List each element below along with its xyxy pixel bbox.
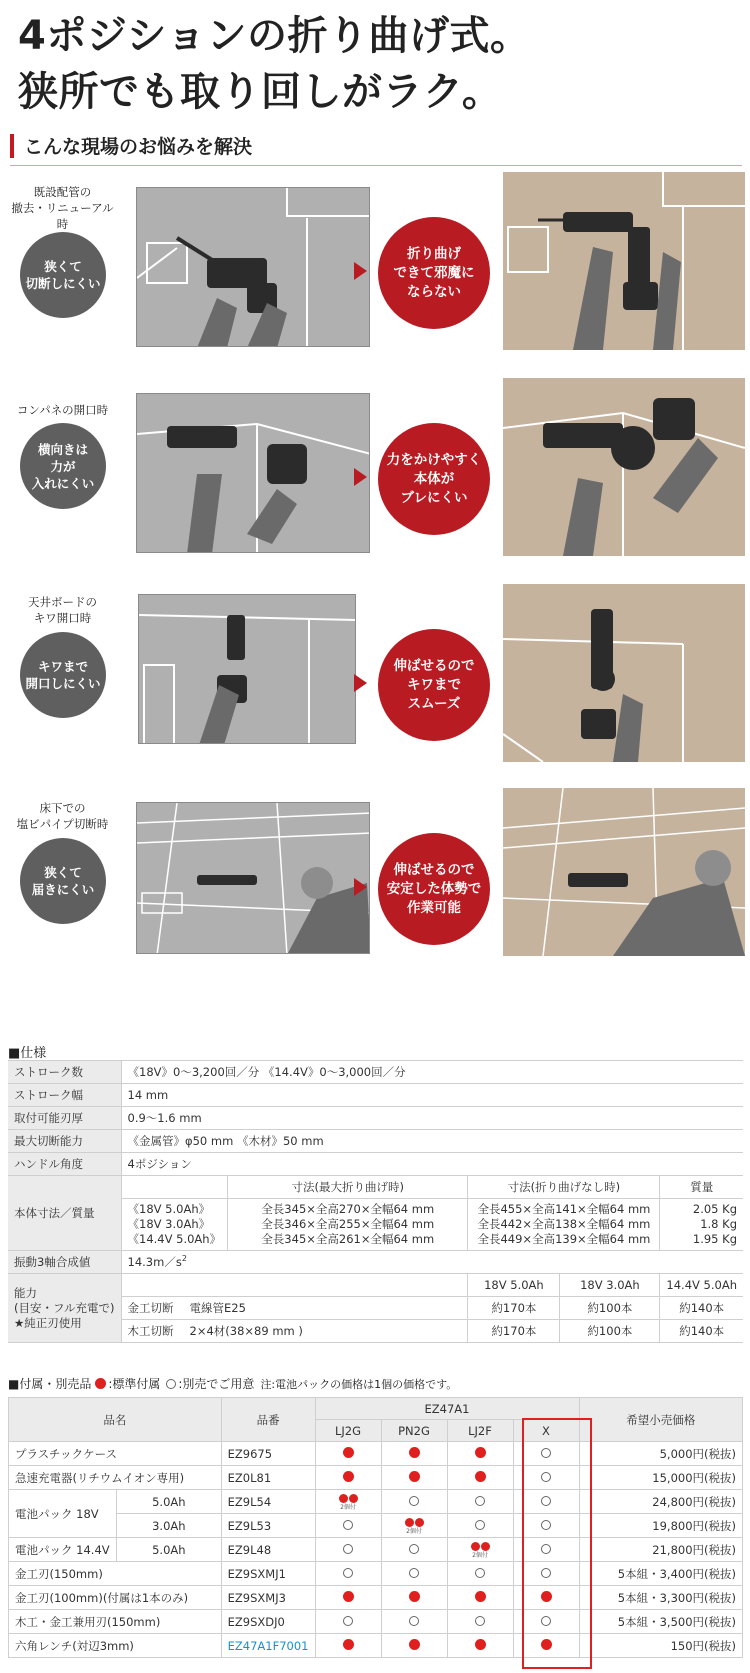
spec-key: 本体寸法／質量 [8,1176,121,1251]
col-price: 希望小売価格 [579,1398,743,1442]
spec-row [8,1251,743,1274]
table-row [9,1562,743,1586]
item-code: EZ0L81 [221,1466,315,1490]
two-included-icon: 2個付 [405,1518,424,1536]
col-mass: 質量 [660,1176,743,1199]
col-code: 品番 [221,1398,315,1442]
table-row [9,1466,743,1490]
arrow-right-icon [354,262,367,280]
standard-dot-icon [409,1639,420,1650]
availability-cell [381,1514,447,1538]
arrow-right-icon [354,468,367,486]
before-illustration [136,393,370,553]
mass-list: 2.05 Kg 1.8 Kg 1.95 Kg [660,1199,743,1251]
case-label: 既設配管の 撤去・リニューアル時 [11,185,114,231]
standard-dot-icon [343,1447,354,1458]
item-price: 5,000円(税抜) [579,1442,743,1466]
availability-cell [447,1442,513,1466]
optional-ring-icon [166,1379,176,1389]
item-code-link[interactable]: EZ47A1F7001 [221,1634,315,1658]
item-sub: 5.0Ah [117,1538,222,1562]
solution-bubble: 伸ばせるので キワまで スムーズ [378,629,490,741]
problem-bubble: 狭くて 届きにくい [20,838,106,924]
capacity-value: 約100本 [560,1297,660,1320]
availability-cell [447,1586,513,1610]
availability-cell [447,1514,513,1538]
case-2 [0,378,750,556]
col-straight: 寸法(折り曲げなし時) [468,1176,660,1199]
variant-col: PN2G [381,1420,447,1442]
availability-cell [381,1442,447,1466]
item-code: EZ9L54 [221,1490,315,1514]
availability-cell [447,1466,513,1490]
spec-key: ストローク幅 [8,1084,121,1107]
case-label: 床下での 塩ビパイプ切断時 [16,801,109,831]
before-illustration [136,187,370,347]
variant-col: LJ2F [447,1420,513,1442]
capacity-value: 約170本 [468,1297,560,1320]
optional-ring-icon [475,1520,485,1530]
spec-capacity-header-row [8,1274,743,1297]
optional-ring-icon [475,1496,485,1506]
item-price: 19,800円(税抜) [579,1514,743,1538]
spec-value: 0.9～1.6 mm [121,1107,743,1130]
availability-cell [381,1538,447,1562]
table-row [9,1610,743,1634]
headline [18,8,531,120]
availability-cell [315,1490,381,1514]
availability-cell [513,1538,579,1562]
item-name: 電池パック 18V [9,1490,117,1538]
item-name: 急速充電器(リチウムイオン専用) [9,1466,222,1490]
accessories-heading: ■付属・別売品 :標準付属 :別売でご用意 注:電池パックの価格は1個の価格です。 [8,1377,458,1391]
table-row [9,1442,743,1466]
spec-value: 《18V》0～3,200回／分 《14.4V》0～3,000回／分 [121,1061,743,1084]
spec-value: 4ポジション [121,1153,743,1176]
model-list: 《18V 5.0Ah》 《18V 3.0Ah》 《14.4V 5.0Ah》 [121,1199,228,1251]
spec-key: 最大切断能力 [8,1130,121,1153]
optional-ring-icon [409,1544,419,1554]
availability-cell [447,1610,513,1634]
case-1 [0,172,750,350]
accessories-table [8,1397,743,1658]
standard-dot-icon [95,1378,106,1389]
spec-key: 取付可能刃厚 [8,1107,121,1130]
capacity-item: 木工切断 2×4材(38×89 mm ) [121,1320,468,1343]
optional-ring-icon [409,1568,419,1578]
optional-ring-icon [475,1568,485,1578]
table-row [9,1634,743,1658]
optional-ring-icon [541,1448,551,1458]
item-price: 5本組・3,500円(税抜) [579,1610,743,1634]
availability-cell [381,1610,447,1634]
item-price: 150円(税抜) [579,1634,743,1658]
case-label: 天井ボードの キワ開口時 [28,595,97,625]
optional-ring-icon [343,1616,353,1626]
spec-key: ストローク数 [8,1061,121,1084]
optional-ring-icon [343,1544,353,1554]
availability-cell [381,1562,447,1586]
optional-ring-icon [541,1544,551,1554]
availability-cell [513,1634,579,1658]
optional-ring-icon [541,1616,551,1626]
spec-row [8,1130,743,1153]
optional-ring-icon [343,1568,353,1578]
capacity-item: 金工切断 電線管E25 [121,1297,468,1320]
acc-header-row [9,1398,743,1420]
availability-cell [315,1634,381,1658]
item-price: 5本組・3,300円(税抜) [579,1586,743,1610]
optional-ring-icon [409,1616,419,1626]
item-name: 電池パック 14.4V [9,1538,117,1562]
standard-dot-icon [475,1639,486,1650]
section-title [10,130,742,166]
availability-cell [513,1442,579,1466]
problem-bubble: キワまで 開口しにくい [20,632,106,718]
item-price: 15,000円(税抜) [579,1466,743,1490]
section-title-bar [10,134,14,158]
availability-cell [447,1634,513,1658]
item-name: 金工刃(150mm) [9,1562,222,1586]
spec-heading: ■仕様 [8,1046,47,1061]
item-name: 木工・金工兼用刃(150mm) [9,1610,222,1634]
item-code: EZ9L48 [221,1538,315,1562]
capacity-value: 約100本 [560,1320,660,1343]
item-code: EZ9SXDJ0 [221,1610,315,1634]
spec-row [8,1061,743,1084]
standard-dot-icon [409,1447,420,1458]
availability-cell [315,1442,381,1466]
capacity-col: 18V 5.0Ah [468,1274,560,1297]
availability-cell [315,1466,381,1490]
headline-line1: 4ポジションの折り曲げ式。 [18,13,531,59]
case-3 [0,584,750,762]
capacity-value: 約170本 [468,1320,560,1343]
availability-cell [315,1538,381,1562]
availability-cell [513,1562,579,1586]
table-row [9,1514,743,1538]
arrow-right-icon [354,674,367,692]
after-illustration [503,172,745,350]
optional-ring-icon [541,1472,551,1482]
before-illustration [136,802,370,954]
arrow-right-icon [354,878,367,896]
availability-cell [381,1586,447,1610]
folded-list: 全長345×全高270×全幅64 mm 全長346×全高255×全幅64 mm 全長345×全高261×全幅64 mm [228,1199,468,1251]
availability-cell [315,1610,381,1634]
problem-bubble: 横向きは 力が 入れにくい [20,423,106,509]
standard-dot-icon [343,1471,354,1482]
standard-dot-icon [475,1447,486,1458]
availability-cell [513,1610,579,1634]
item-name: 金工刃(100mm)(付属は1本のみ) [9,1586,222,1610]
variant-col: X [513,1420,579,1442]
solution-bubble: 力をかけやすく 本体が ブレにくい [378,423,490,535]
spec-row [8,1084,743,1107]
headline-line2: 狭所でも取り回しがラク。 [18,69,503,115]
table-row [9,1586,743,1610]
standard-dot-icon [475,1471,486,1482]
two-included-icon: 2個付 [339,1494,358,1512]
spec-key: 能力 (目安・フル充電で) ★純正刃使用 [8,1274,121,1343]
spec-key: 振動3軸合成値 [8,1251,121,1274]
availability-cell [315,1586,381,1610]
availability-cell [315,1562,381,1586]
standard-dot-icon [409,1591,420,1602]
col-name: 品名 [9,1398,222,1442]
availability-cell [513,1514,579,1538]
spec-dimensions-header-row [8,1176,743,1199]
two-included-icon: 2個付 [471,1542,490,1560]
optional-ring-icon [541,1568,551,1578]
availability-cell [447,1538,513,1562]
spec-value: 《金属管》φ50 mm 《木材》50 mm [121,1130,743,1153]
col-group: EZ47A1 [315,1398,579,1420]
optional-ring-icon [409,1496,419,1506]
item-sub: 5.0Ah [117,1490,222,1514]
standard-dot-icon [541,1639,552,1650]
spec-key: ハンドル角度 [8,1153,121,1176]
item-name: 六角レンチ(対辺3mm) [9,1634,222,1658]
item-price: 24,800円(税抜) [579,1490,743,1514]
capacity-col: 14.4V 5.0Ah [660,1274,743,1297]
availability-cell [513,1466,579,1490]
case-label: コンパネの開口時 [16,403,109,417]
availability-cell [447,1562,513,1586]
capacity-value: 約140本 [660,1297,743,1320]
availability-cell [381,1634,447,1658]
spec-value: 14 mm [121,1084,743,1107]
capacity-value: 約140本 [660,1320,743,1343]
item-name: プラスチックケース [9,1442,222,1466]
item-sub: 3.0Ah [117,1514,222,1538]
capacity-col: 18V 3.0Ah [560,1274,660,1297]
availability-cell [381,1466,447,1490]
item-code: EZ9675 [221,1442,315,1466]
spec-value: $14.3m/s^2$ [121,1251,743,1274]
spec-table [8,1060,743,1343]
spec-row [8,1153,743,1176]
spec-row [8,1107,743,1130]
item-code: EZ9SXMJ1 [221,1562,315,1586]
availability-cell [315,1514,381,1538]
standard-dot-icon [409,1471,420,1482]
solution-bubble: 伸ばせるので 安定した体勢で 作業可能 [378,833,490,945]
optional-ring-icon [541,1496,551,1506]
availability-cell [447,1490,513,1514]
section-title-text: こんな現場のお悩みを解決 [24,136,253,158]
optional-ring-icon [343,1520,353,1530]
standard-dot-icon [475,1591,486,1602]
item-price: 21,800円(税抜) [579,1538,743,1562]
col-folded: 寸法(最大折り曲げ時) [228,1176,468,1199]
after-illustration [503,378,745,556]
item-price: 5本組・3,400円(税抜) [579,1562,743,1586]
after-illustration [503,584,745,762]
availability-cell [513,1586,579,1610]
solution-bubble: 折り曲げ できて邪魔に ならない [378,217,490,329]
problem-bubble: 狭くて 切断しにくい [20,232,106,318]
table-row [9,1490,743,1514]
standard-dot-icon [541,1591,552,1602]
optional-ring-icon [475,1616,485,1626]
standard-dot-icon [343,1639,354,1650]
case-4 [0,788,750,966]
before-illustration [138,594,356,744]
after-illustration [503,788,745,956]
availability-cell [513,1490,579,1514]
standard-dot-icon [343,1591,354,1602]
variant-col: LJ2G [315,1420,381,1442]
straight-list: 全長455×全高141×全幅64 mm 全長442×全高138×全幅64 mm 全長449×全高139×全幅64 mm [468,1199,660,1251]
availability-cell [381,1490,447,1514]
optional-ring-icon [541,1520,551,1530]
item-code: EZ9L53 [221,1514,315,1538]
table-row [9,1538,743,1562]
item-code: EZ9SXMJ3 [221,1586,315,1610]
